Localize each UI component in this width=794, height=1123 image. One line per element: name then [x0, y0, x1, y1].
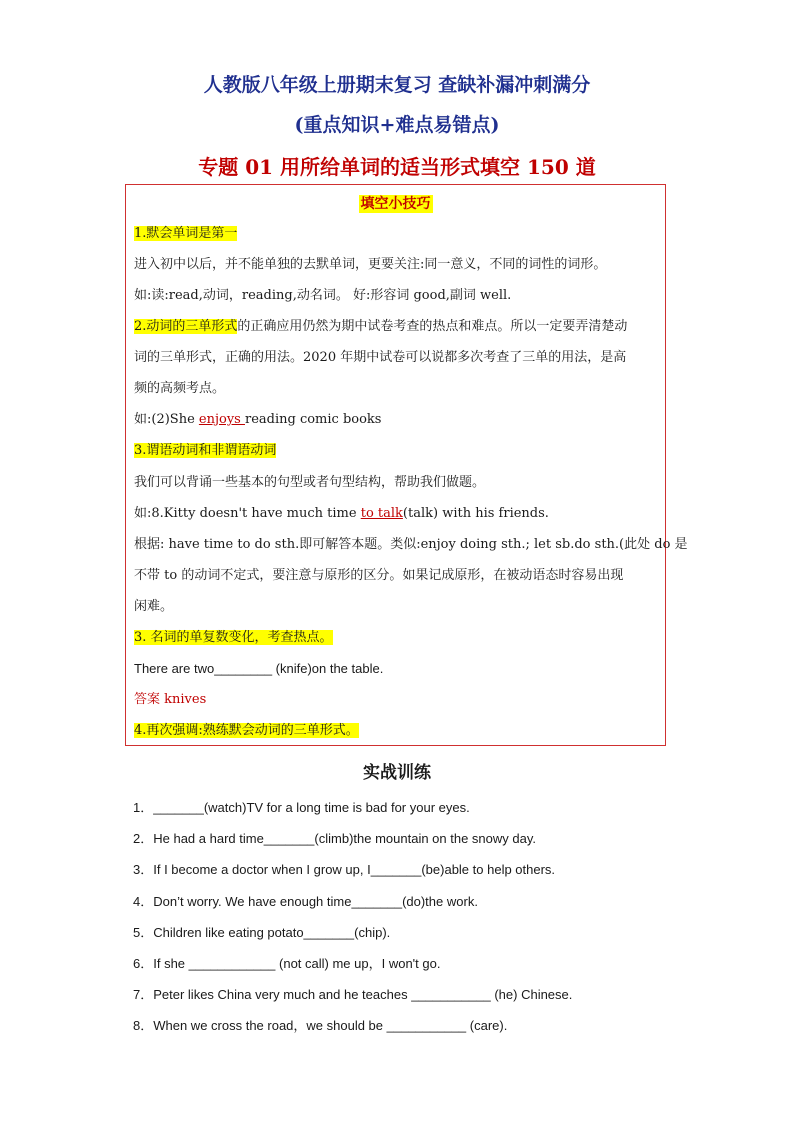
- tip5-heading: 4.再次强调:熟练默会动词的三单形式。: [134, 723, 359, 738]
- question-7: 7．Peter likes China very much and he teaches ___________ (he) Chinese.: [133, 987, 573, 1002]
- question-3: 3．If I become a doctor when I grow up, I_______(be)able to help others.: [133, 862, 556, 877]
- question-6: 6．If she ____________ (not call) me up，I won't go.: [133, 956, 441, 971]
- tip2-line1: 2.动词的三单形式的正确应用仍然为期中试卷考查的热点和难点。所以一定要弄清楚动: [134, 319, 628, 334]
- tip2-answer: enjoys: [198, 412, 245, 427]
- section-title: 实战训练: [363, 763, 431, 783]
- tip4-example: There are two________ (knife)on the table.: [134, 661, 384, 676]
- tip4-answer: 答案 knives: [134, 692, 207, 707]
- tip1-example: 如:读:read,动词，reading,动名词。 好:形容词 good,副词 well.: [134, 288, 512, 303]
- question-5: 5．Children like eating potato_______(chip).: [133, 925, 391, 940]
- question-8: 8．When we cross the road，we should be ___________ (care).: [133, 1018, 508, 1033]
- tips-title: 填空小技巧: [360, 196, 431, 212]
- tip4-heading: 3. 名词的单复数变化，考查热点。: [134, 630, 333, 645]
- tip3-basis-line2: 不带 to 的动词不定式，要注意与原形的区分。如果记成原形，在被动语态时容易出现: [134, 568, 624, 583]
- tip3-example: 如:8.Kitty doesn't have much time to talk(talk) with his friends.: [134, 506, 549, 521]
- tip2-example: 如:(2)She enjoys reading comic books: [134, 412, 382, 427]
- tip3-text: 我们可以背诵一些基本的句型或者句型结构，帮助我们做题。: [134, 475, 486, 490]
- question-2: 2．He had a hard time_______(climb)the mountain on the snowy day.: [133, 831, 536, 846]
- topic-title: 专题 01 用所给单词的适当形式填空 150 道: [198, 155, 596, 179]
- doc-subtitle: (重点知识+难点易错点): [294, 114, 500, 136]
- tips-box: [125, 184, 688, 746]
- tip2-line3: 频的高频考点。: [134, 381, 226, 396]
- question-4: 4．Don’t worry. We have enough time_______(do)the work.: [133, 894, 478, 909]
- doc-title: 人教版八年级上册期末复习 查缺补漏冲刺满分: [203, 74, 591, 96]
- tip3-heading: 3.谓语动词和非谓语动词: [134, 443, 277, 458]
- tip3-answer: to talk: [360, 506, 403, 521]
- tip1-heading: 1.默会单词是第一: [134, 226, 238, 241]
- tip2-line2: 词的三单形式，正确的用法。2020 年期中试卷可以说都多次考查了三单的用法，是高: [134, 350, 627, 365]
- tip1-text: 进入初中以后，并不能单独的去默单词，更要关注:同一意义，不同的词性的词形。: [134, 257, 607, 272]
- question-1: 1．_______(watch)TV for a long time is bad for your eyes.: [133, 800, 470, 815]
- tip3-basis-line3: 闲难。: [134, 599, 174, 614]
- tip3-basis-line1: 根据: have time to do sth.即可解答本题。类似:enjoy doing sth.; let sb.do sth.(此处 do 是: [134, 537, 688, 552]
